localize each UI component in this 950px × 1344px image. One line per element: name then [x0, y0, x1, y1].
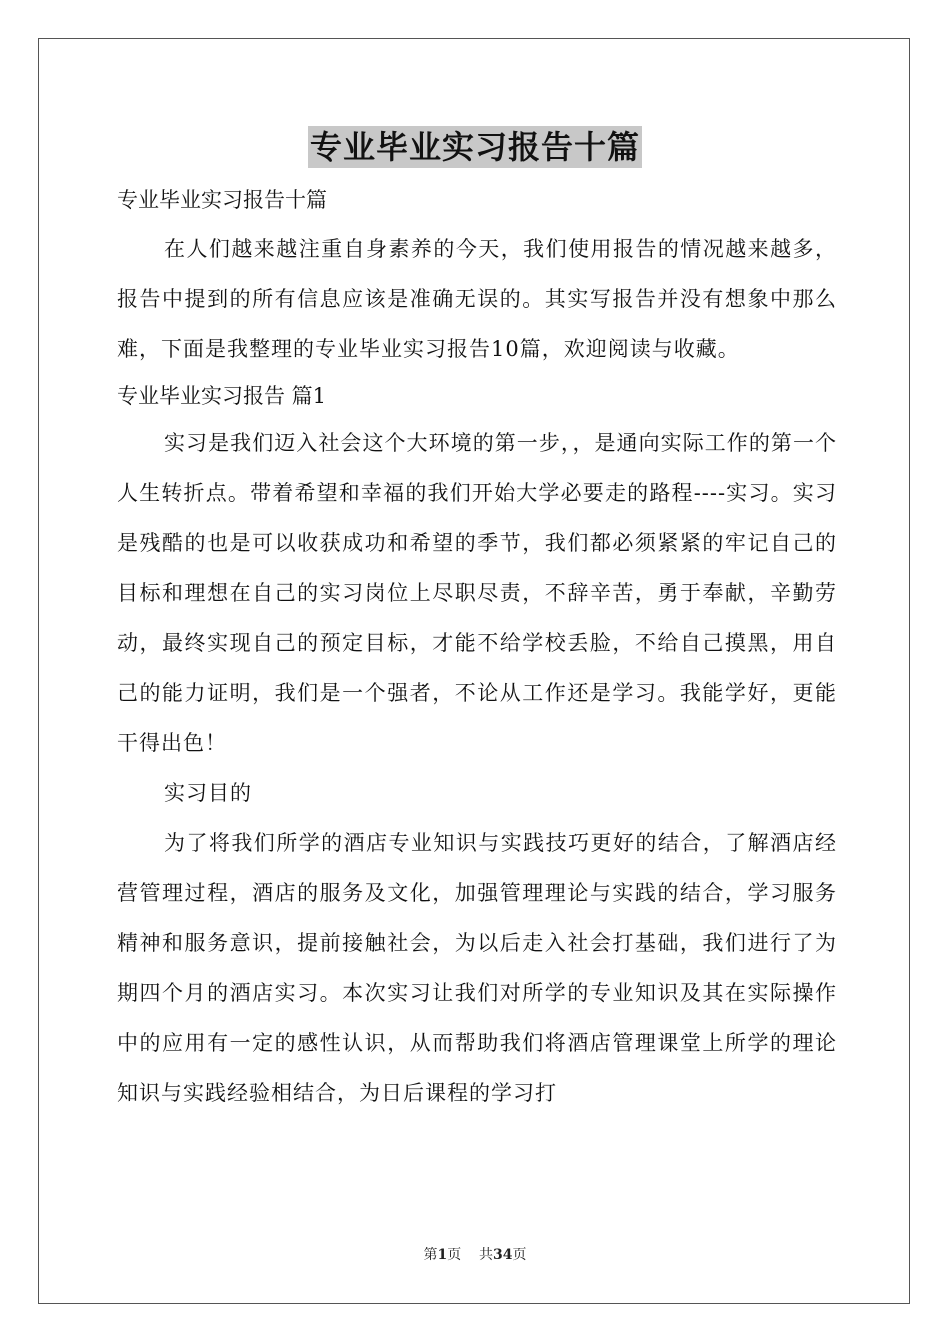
footer-page-prefix: 第: [423, 1247, 438, 1263]
footer-total-pages: 34: [493, 1247, 513, 1263]
document-body: [117, 176, 837, 1118]
section-heading: 专业毕业实习报告 篇1: [117, 384, 327, 408]
paragraph-2: 为了将我们所学的酒店专业知识与实践技巧更好的结合，了解酒店经营管理过程，酒店的服务及文化，加强管理理论与实践的结合，学习服务精神和服务意识，提前接触社会，为以后走入社会打基础，我们进行了为期四个月的酒店实习。本次实习让我们对所学的专业知识及其在实际操作中的应用有一定的感性认识，从而帮助我们将酒店管理课堂上所学的理论知识与实践经验相结合，为日后课程的学习打: [117, 831, 837, 1105]
page-footer: [0, 1244, 950, 1264]
paragraph-1: 实习是我们迈入社会这个大环境的第一步，，是通向实际工作的第一个人生转折点。带着希望和幸福的我们开始大学必要走的路程----实习。实习是残酷的也是可以收获成功和希望的季节，我们都必须紧紧的牢记自己的目标和理想在自己的实习岗位上尽职尽责，不辞辛苦，勇于奉献，辛勤劳动，最终实现自己的预定目标，才能不给学校丢脸，不给自己摸黑，用自己的能力证明，我们是一个强者，不论从工作还是学习。我能学好，更能干得出色！: [117, 431, 837, 755]
document-title: 专业毕业实习报告十篇: [309, 128, 640, 166]
document-subtitle: 专业毕业实习报告十篇: [117, 188, 327, 212]
footer-page-number: 1: [437, 1247, 448, 1263]
intro-paragraph: 在人们越来越注重自身素养的今天，我们使用报告的情况越来越多，报告中提到的所有信息应该是准确无误的。其实写报告并没有想象中那么难，下面是我整理的专业毕业实习报告10篇，欢迎阅读与收藏。: [117, 237, 837, 361]
title-container: [0, 126, 950, 168]
footer-page-mid: 页 共: [447, 1247, 494, 1263]
sub-heading: 实习目的: [164, 781, 252, 805]
footer-page-suffix: 页: [512, 1247, 527, 1263]
